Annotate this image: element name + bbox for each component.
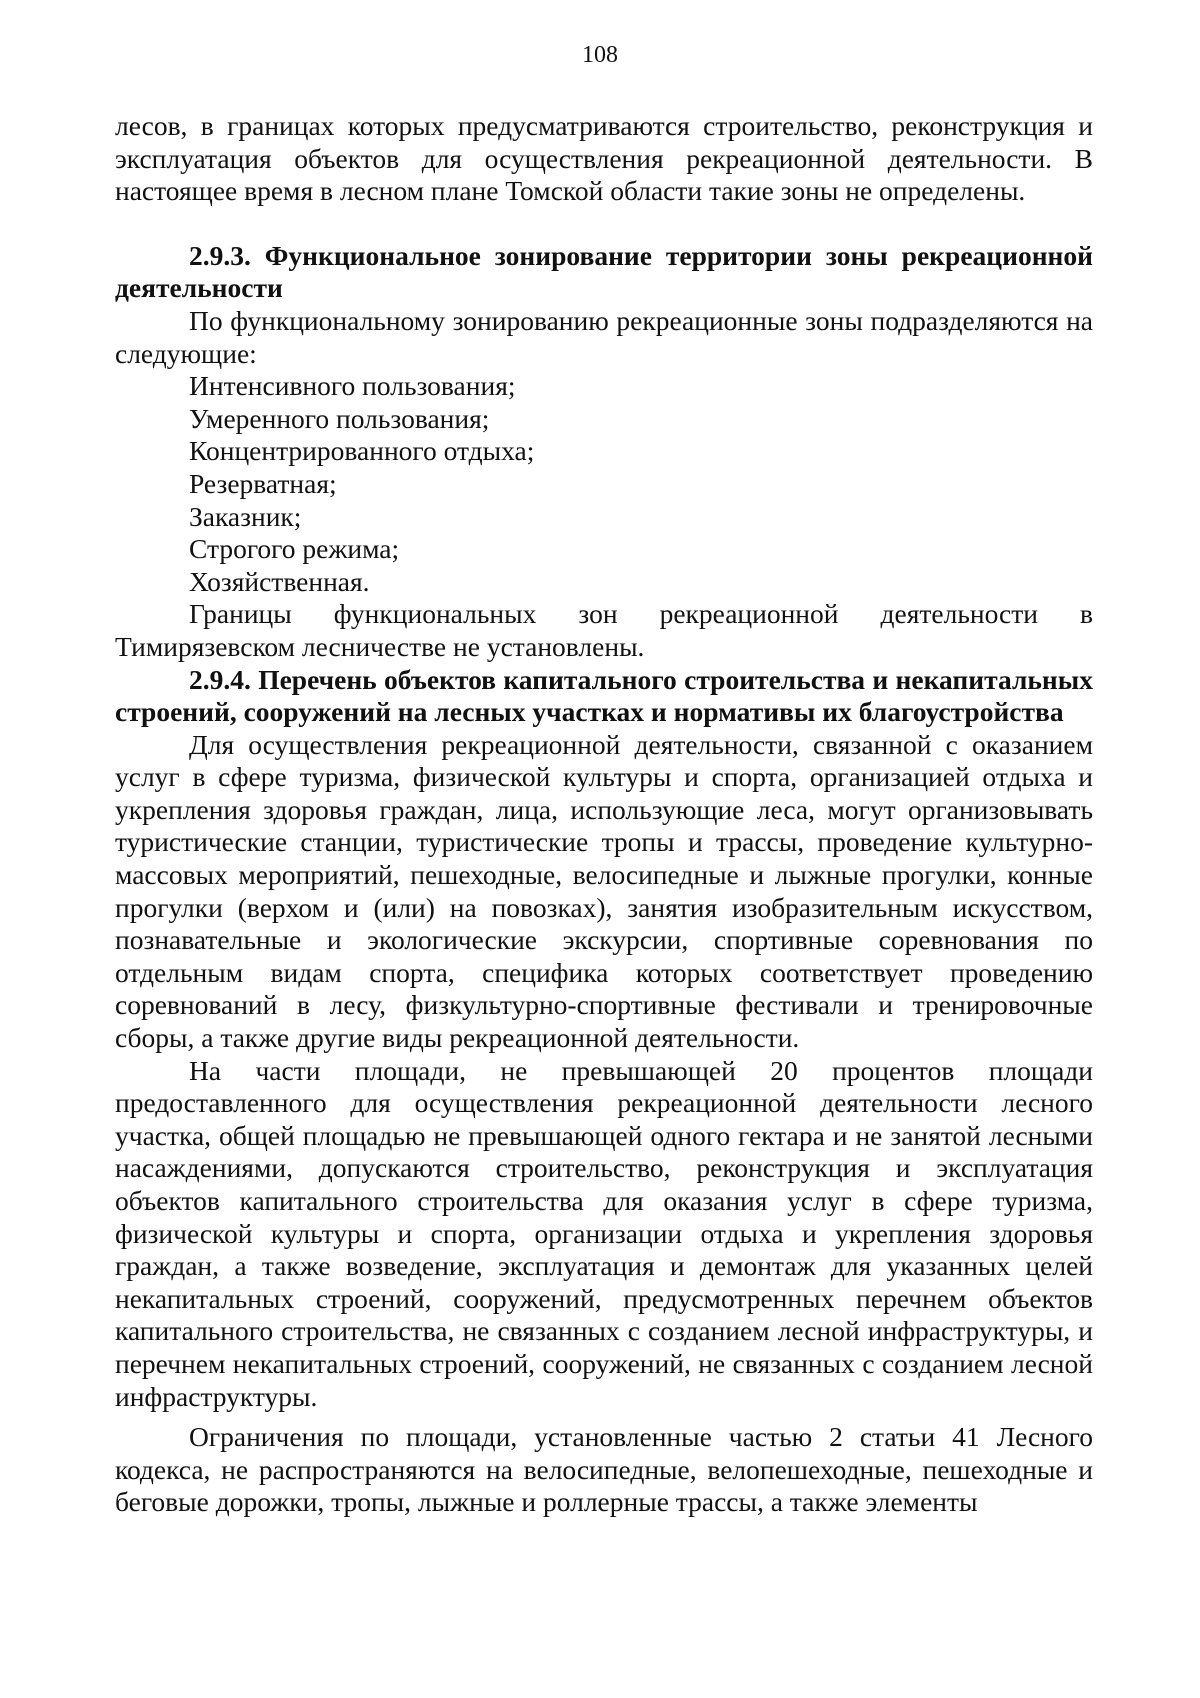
list-item: Концентрированного отдыха; — [189, 435, 535, 467]
section-2-9-3-heading: 2.9.3. Функциональное зонирование территории зоны рекреационной деятельности — [115, 239, 1093, 304]
zone-list — [115, 370, 1093, 598]
activity-paragraph: Для осуществления рекреационной деятельности, связанной с оказанием услуг в сфере туризма, физической культуры и спорта, организацией отдыха и укрепления здоровья граждан, лица, использующие леса, могут организовывать туристические станции, туристические тропы и трассы, проведение культурно-массовых мероприятий, пешеходные, велосипедные и лыжные прогулки, конные прогулки (верхом и (или) на повозках), занятия изобразительным искусством, познавательные и экологические экскурсии, спортивные соревнования по отдельным видам спорта, специфика которых соответствует проведению соревнований в лесу, физкультурно-спортивные фестивали и тренировочные сборы, а также другие виды рекреационной деятельности. — [115, 728, 1093, 1054]
boundaries-paragraph: Границы функциональных зон рекреационной деятельности в Тимирязевском лесничестве не установлены. — [115, 598, 1093, 662]
zoning-intro-paragraph: По функциональному зонированию рекреационные зоны подразделяются на следующие: — [115, 304, 1093, 369]
list-item: Заказник; — [189, 500, 302, 532]
list-item: Интенсивного пользования; — [189, 370, 516, 402]
list-item: Умеренного пользования; — [189, 402, 490, 434]
section-2-9-4-heading: 2.9.4. Перечень объектов капитального строительства и некапитальных строений, сооружений на лесных участках и нормативы их благоустройства — [115, 663, 1093, 728]
restrictions-paragraph: Ограничения по площади, установленные частью 2 статьи 41 Лесного кодекса, не распространяются на велосипедные, велопешеходные, пешеходные и беговые дорожки, тропы, лыжные и роллерные трассы, а также элементы — [115, 1421, 1093, 1518]
intro-paragraph: лесов, в границах которых предусматриваются строительство, реконструкция и эксплуатация объектов для осуществления рекреационной деятельности. В настоящее время в лесном плане Томской области такие зоны не определены. — [115, 110, 1093, 207]
list-item: Хозяйственная. — [189, 565, 370, 597]
spacer — [115, 1413, 1093, 1421]
page-number: 108 — [582, 42, 618, 68]
spacer — [115, 208, 1093, 240]
construction-paragraph: На части площади, не превышающей 20 процентов площади предоставленного для осуществления рекреационной деятельности лесного участка, общей площадью не превышающей одного гектара и не занятой лесными насаждениями, допускаются строительство, реконструкция и эксплуатация объектов капитального строительства для оказания услуг в сфере туризма, физической культуры и спорта, организации отдыха и укрепления здоровья граждан, а также возведение, эксплуатация и демонтаж для указанных целей некапитальных строений, сооружений, предусмотренных перечнем объектов капитального строительства, не связанных с созданием лесной инфраструктуры, и перечнем некапитальных строений, сооружений, не связанных с созданием лесной инфраструктуры. — [115, 1054, 1093, 1412]
list-item: Строгого режима; — [189, 533, 400, 565]
document-body — [115, 110, 1093, 1519]
list-item: Резерватная; — [189, 467, 337, 499]
